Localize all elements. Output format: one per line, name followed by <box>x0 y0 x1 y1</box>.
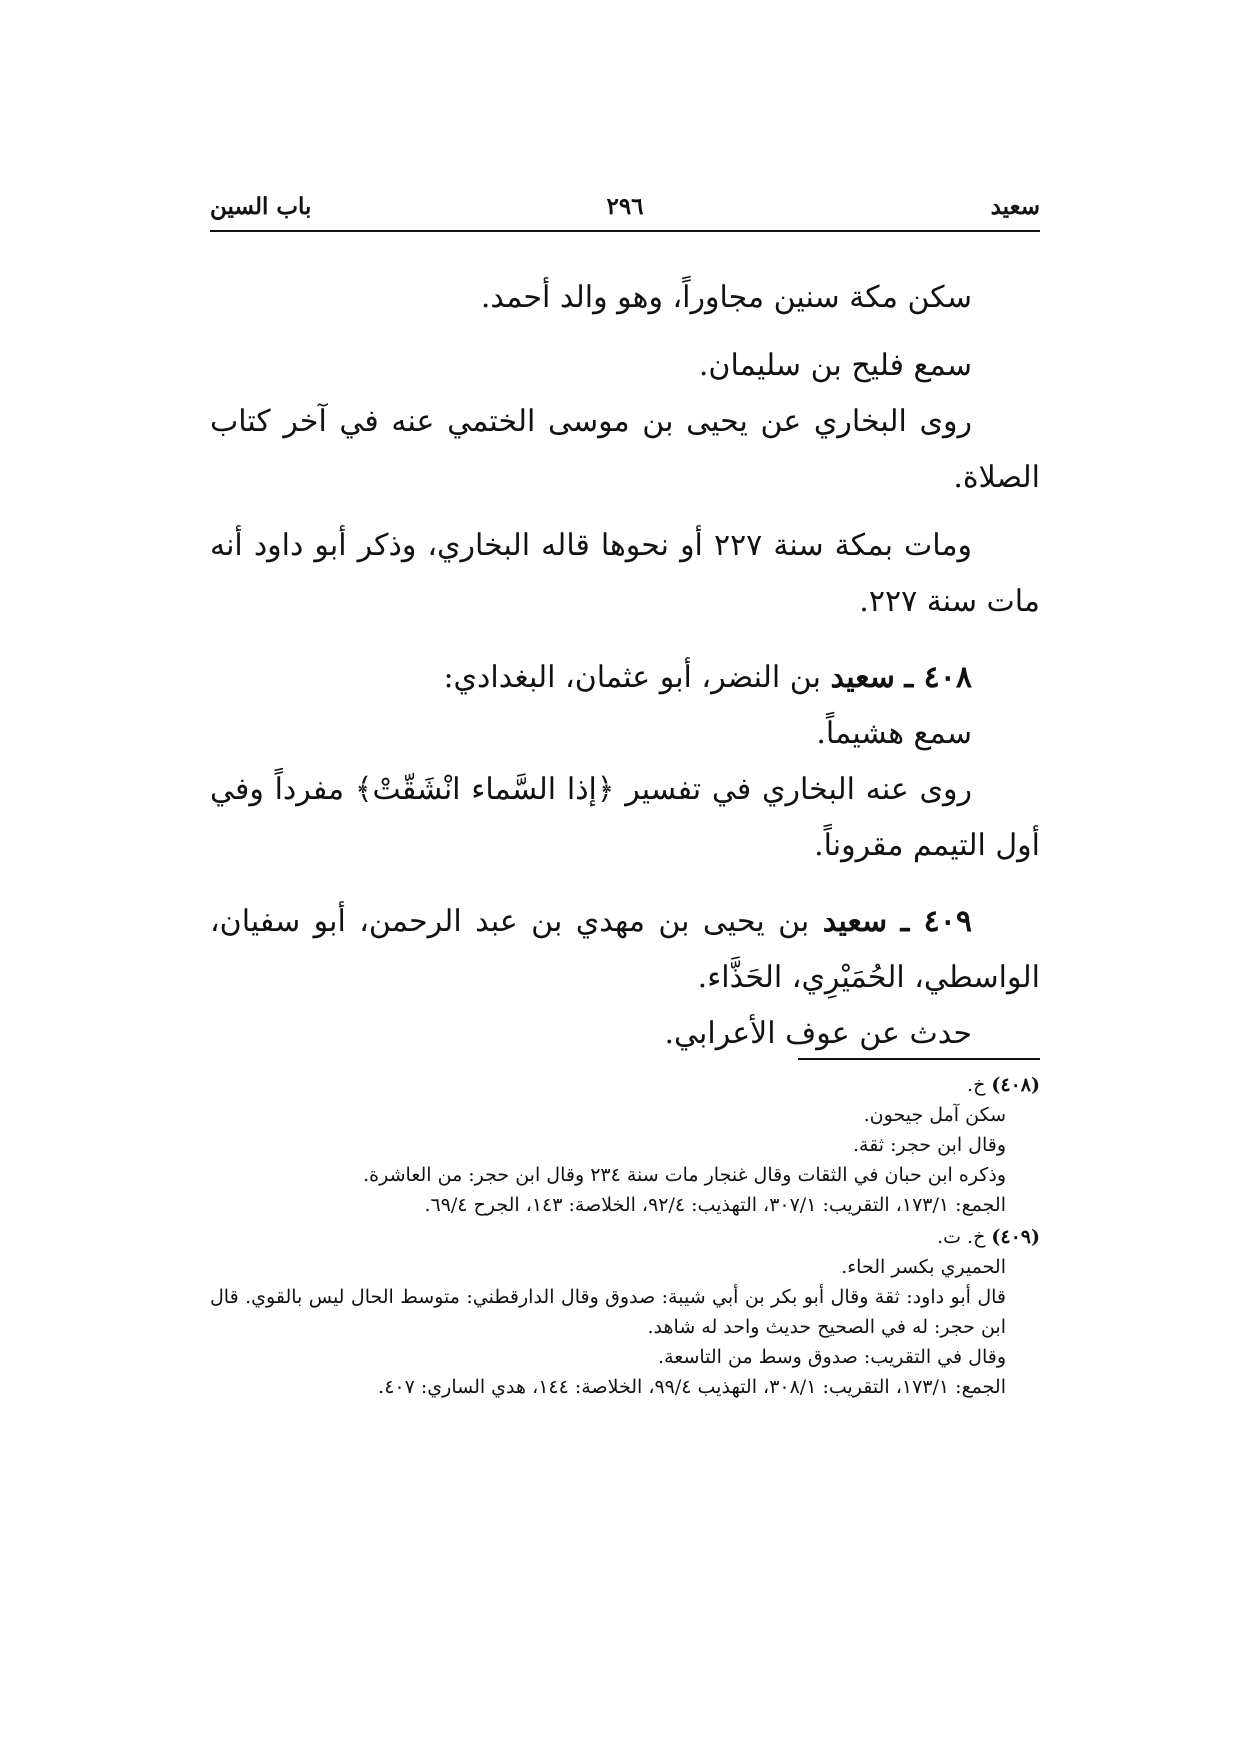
header-chapter-title: باب السين <box>210 193 312 220</box>
body-paragraph: حدث عن عوف الأعرابي. <box>664 1016 972 1051</box>
header-entry-word: سعيد <box>990 193 1040 220</box>
footnotes <box>210 1070 1040 1402</box>
page-number: ٢٩٦ <box>606 193 644 220</box>
body-paragraph: روى البخاري عن يحيى بن موسى الختمي عنه في آخر كتاب الصلاة. <box>210 404 1040 495</box>
footnote-sigla: خ. <box>967 1074 992 1096</box>
footnote-409 <box>210 1222 1040 1402</box>
entry-number: ٤٠٨ ـ <box>904 660 972 695</box>
body-paragraph: ومات بمكة سنة ٢٢٧ أو نحوها قاله البخاري، وذكر أبو داود أنه مات سنة ٢٢٧. <box>210 528 1040 619</box>
entry-409 <box>210 894 1040 1006</box>
body-paragraph: روى عنه البخاري في تفسير ﴿إذا السَّماء انْشَقّتْ﴾ مفرداً وفي أول التيمم مقروناً. <box>210 772 1040 863</box>
footnote-line: وذكره ابن حبان في الثقات وقال غنجار مات سنة ٢٣٤ وقال ابن حجر: من العاشرة. <box>363 1164 1006 1186</box>
body-paragraph: سكن مكة سنين مجاوراً، وهو والد أحمد. <box>480 280 972 315</box>
footnote-line: الجمع: ١٧٣/١، التقريب: ٣٠٨/١، التهذيب ٩٩/٤، الخلاصة: ١٤٤، هدي الساري: ٤٠٧. <box>378 1376 1006 1398</box>
footnote-line: الجمع: ١٧٣/١، التقريب: ٣٠٧/١، التهذيب: ٩٢/٤، الخلاصة: ١٤٣، الجرح ٦٩/٤. <box>424 1194 1006 1216</box>
entry-description: بن النضر، أبو عثمان، البغدادي: <box>443 660 831 695</box>
footnote-heading <box>210 1222 1040 1252</box>
footnote-line: الحميري بكسر الحاء. <box>841 1256 1006 1278</box>
footnote-label: (٤٠٨) <box>991 1074 1040 1096</box>
footnote-label: (٤٠٩) <box>991 1226 1040 1248</box>
footnote-heading <box>210 1070 1040 1100</box>
entry-description: بن يحيى بن مهدي بن عبد الرحمن، أبو سفيان، الواسطي، الحُمَيْرِي، الحَذَّاء. <box>210 904 1040 995</box>
entry-name: سعيد <box>822 904 888 939</box>
footnote-408 <box>210 1070 1040 1220</box>
footnote-line: سكن آمل جيحون. <box>863 1104 1006 1126</box>
running-header <box>210 192 1040 228</box>
main-text <box>210 270 1040 1062</box>
entry-408 <box>210 650 1040 706</box>
footnote-line: وقال ابن حجر: ثقة. <box>852 1134 1006 1156</box>
footnote-line: وقال في التقريب: صدوق وسط من التاسعة. <box>658 1346 1006 1368</box>
entry-number: ٤٠٩ ـ <box>900 904 972 939</box>
header-rule <box>210 230 1040 232</box>
footnote-sigla: خ. ت. <box>937 1226 992 1248</box>
entry-name: سعيد <box>830 660 895 695</box>
footnote-line: قال أبو داود: ثقة وقال أبو بكر بن أبي شيبة: صدوق وقال الدارقطني: متوسط الحال ليس بالقوي. قال ابن حجر: له في الصحيح حديث واحد له شاهد. <box>210 1286 1006 1338</box>
footnote-separator <box>798 1058 1040 1060</box>
body-paragraph: سمع هشيماً. <box>816 716 972 751</box>
body-paragraph: سمع فليح بن سليمان. <box>698 348 972 383</box>
